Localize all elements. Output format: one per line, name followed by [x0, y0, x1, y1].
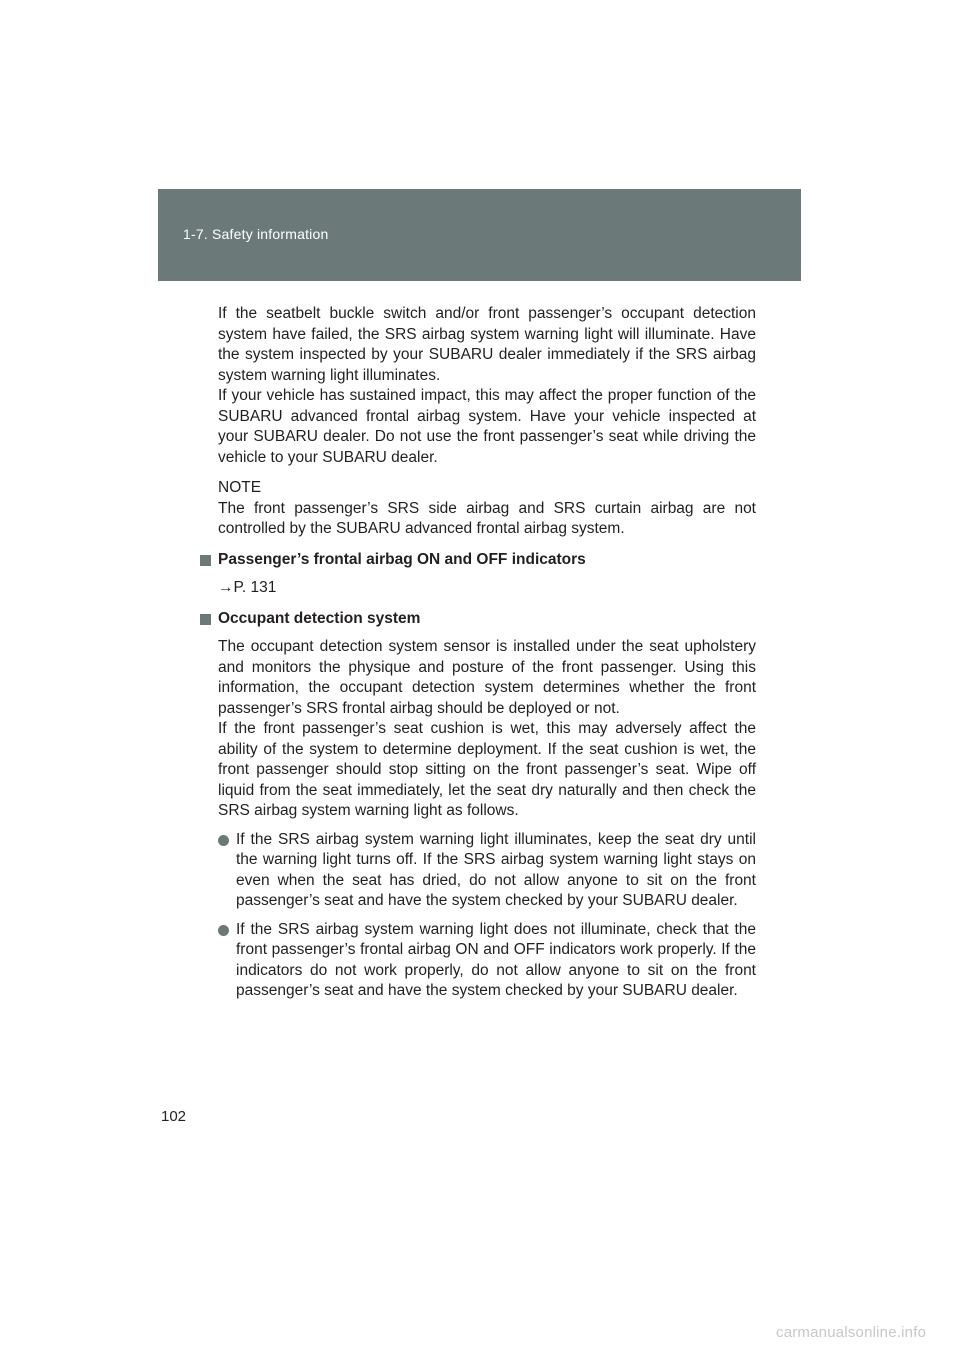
- paragraph-failure-warning: If the seatbelt buckle switch and/or front passenger’s occupant detection system have failed, the SRS airbag system warning light will illuminate. Have the system inspected by your SUBARU dealer immediately if the SRS airbag system warning light illuminates.: [218, 305, 756, 384]
- section-heading-text: Passenger’s frontal airbag ON and OFF indicators: [218, 550, 586, 568]
- section-heading-occupant-detection: [200, 609, 756, 630]
- section-title: 1-7. Safety information: [183, 226, 329, 242]
- list-item-text: If the SRS airbag system warning light illuminates, keep the seat dry until the warning light turns off. If the SRS airbag system warning light stays on even when the seat has dried, do not allow anyone to sit on the front passenger’s seat and have the system checked by your SUBARU dealer.: [236, 830, 756, 909]
- round-bullet-icon: [218, 835, 229, 846]
- section-heading-text: Occupant detection system: [218, 609, 421, 627]
- section-heading-indicators: [200, 550, 756, 571]
- header-band: [158, 189, 801, 281]
- list-item: [236, 830, 756, 912]
- square-bullet-icon: [200, 614, 211, 625]
- paragraph-impact-warning: If your vehicle has sustained impact, this may affect the proper function of the SUBARU advanced frontal airbag system. Have your vehicle inspected at your SUBARU dealer. Do not use the front passenger’s seat while driving the vehicle to your SUBARU dealer.: [218, 387, 756, 466]
- square-bullet-icon: [200, 555, 211, 566]
- watermark: carmanualsonline.info: [776, 1324, 927, 1341]
- note-label: NOTE: [218, 479, 262, 496]
- round-bullet-icon: [218, 925, 229, 936]
- page-number: 102: [161, 1108, 187, 1125]
- page-content: [200, 304, 756, 1002]
- page-reference: →P. 131: [218, 579, 277, 596]
- note-text: The front passenger’s SRS side airbag and SRS curtain airbag are not controlled by the SUBARU advanced frontal airbag system.: [218, 499, 756, 537]
- list-item-text: If the SRS airbag system warning light does not illuminate, check that the front passenger’s frontal airbag ON and OFF indicators work properly. If the indicators do not work properly, do not allow anyone to sit on the front passenger’s seat and have the system checked by your SUBARU dealer.: [236, 920, 756, 999]
- paragraph-sensor: The occupant detection system sensor is installed under the seat upholstery and monitors the physique and posture of the front passenger. Using this information, the occupant detection system determines whether the front passenger’s SRS frontal airbag should be deployed or not.: [218, 638, 756, 717]
- paragraph-wet-seat: If the front passenger’s seat cushion is wet, this may adversely affect the ability of the system to determine deployment. If the seat cushion is wet, the front passenger should stop sitting on the front passenger’s seat. Wipe off liquid from the seat immediately, let the seat dry naturally and then check the SRS airbag system warning light as follows.: [218, 720, 756, 819]
- list-item: [236, 920, 756, 1002]
